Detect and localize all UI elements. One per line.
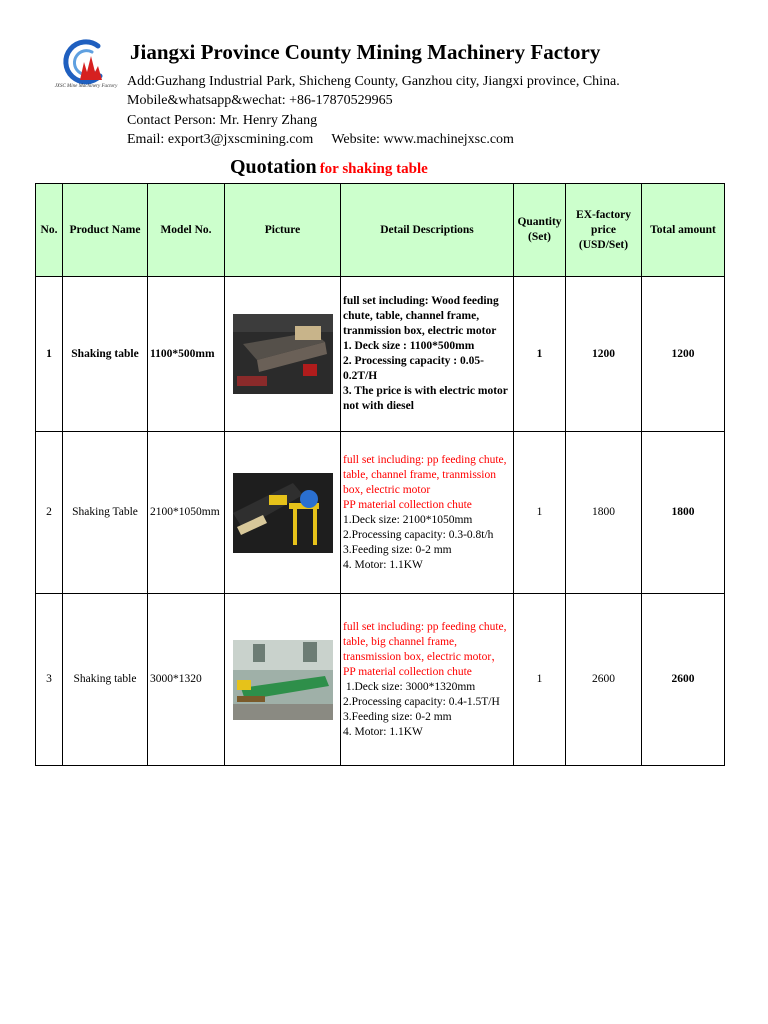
row-picture xyxy=(225,594,341,766)
address-line: Add:Guzhang Industrial Park, Shicheng County, Ganzhou city, Jiangxi province, China. xyxy=(127,74,620,89)
row-total: 1800 xyxy=(642,432,725,594)
row-product: Shaking table xyxy=(63,594,148,766)
row-price: 1200 xyxy=(566,277,642,432)
row-details xyxy=(341,277,514,432)
row-price: 2600 xyxy=(566,594,642,766)
row-details xyxy=(341,594,514,766)
detail-line: 2.Processing capacity: 0.3-0.8t/h xyxy=(343,528,494,541)
detail-line: 3. The price is with electric motor not with diesel xyxy=(343,385,508,412)
row-product: Shaking table xyxy=(63,277,148,432)
row-picture xyxy=(225,432,341,594)
row-no: 1 xyxy=(36,277,63,432)
detail-line: full set including: pp feeding chute, table, channel frame, tranmission box, electric motor xyxy=(343,453,507,496)
header-no: No. xyxy=(36,184,63,277)
header-details: Detail Descriptions xyxy=(341,184,514,277)
header-model: Model No. xyxy=(148,184,225,277)
company-logo xyxy=(58,36,110,88)
table-row xyxy=(36,594,725,766)
header-quantity: Quantity (Set) xyxy=(514,184,566,277)
row-quantity: 1 xyxy=(514,594,566,766)
row-total: 1200 xyxy=(642,277,725,432)
row-picture xyxy=(225,277,341,432)
detail-line: 4. Motor: 1.1KW xyxy=(343,725,423,738)
detail-line: 1.Deck size: 2100*1050mm xyxy=(343,513,473,526)
header-price: EX-factory price (USD/Set) xyxy=(566,184,642,277)
row-model: 2100*1050mm xyxy=(148,432,225,594)
detail-line: 2.Processing capacity: 0.4-1.5T/H xyxy=(343,695,500,708)
table-header-row xyxy=(36,184,725,277)
detail-line: 4. Motor: 1.1KW xyxy=(343,558,423,571)
row-product: Shaking Table xyxy=(63,432,148,594)
shaking-table-photo xyxy=(233,473,333,553)
header-picture: Picture xyxy=(225,184,341,277)
detail-line: full set including: pp feeding chute, table, big channel frame, transmission box, electric motor， PP material collection chute xyxy=(343,620,507,678)
row-no: 3 xyxy=(36,594,63,766)
row-total: 2600 xyxy=(642,594,725,766)
detail-line: 2. Processing capacity : 0.05-0.2T/H xyxy=(343,355,484,382)
detail-line: 3.Feeding size: 0-2 mm xyxy=(343,543,452,556)
quotation-title xyxy=(230,156,428,179)
row-model: 1100*500mm xyxy=(148,277,225,432)
detail-line: full set including: Wood feeding xyxy=(343,295,499,307)
shaking-table-photo xyxy=(233,314,333,394)
detail-line: 1. Deck size : 1100*500mm xyxy=(343,340,475,352)
row-quantity: 1 xyxy=(514,432,566,594)
header-total: Total amount xyxy=(642,184,725,277)
company-name: Jiangxi Province County Mining Machinery Factory xyxy=(130,40,601,64)
row-details xyxy=(341,432,514,594)
logo-caption: JXSC Mine Machinery Factory xyxy=(54,84,118,89)
row-model: 3000*1320 xyxy=(148,594,225,766)
row-price: 1800 xyxy=(566,432,642,594)
detail-line: chute, table, channel frame, tranmission box, electric motor xyxy=(343,310,497,337)
detail-line: 1.Deck size: 3000*1320mm xyxy=(343,680,476,693)
title-sub: for shaking table xyxy=(319,161,428,177)
row-no: 2 xyxy=(36,432,63,594)
website-text: Website: www.machinejxsc.com xyxy=(331,132,514,147)
row-quantity: 1 xyxy=(514,277,566,432)
contact-line: Contact Person: Mr. Henry Zhang xyxy=(127,113,318,128)
table-row xyxy=(36,277,725,432)
shaking-table-photo xyxy=(233,640,333,720)
header-product-name: Product Name xyxy=(63,184,148,277)
detail-line: 3.Feeding size: 0-2 mm xyxy=(343,710,452,723)
email-text: Email: export3@jxscmining.com xyxy=(127,132,314,147)
email-website-line xyxy=(127,132,514,148)
table-row xyxy=(36,432,725,594)
mobile-line: Mobile&whatsapp&wechat: +86-17870529965 xyxy=(127,93,393,108)
detail-line: PP material collection chute xyxy=(343,498,472,511)
title-main: Quotation xyxy=(230,156,317,178)
quotation-table xyxy=(35,183,725,766)
